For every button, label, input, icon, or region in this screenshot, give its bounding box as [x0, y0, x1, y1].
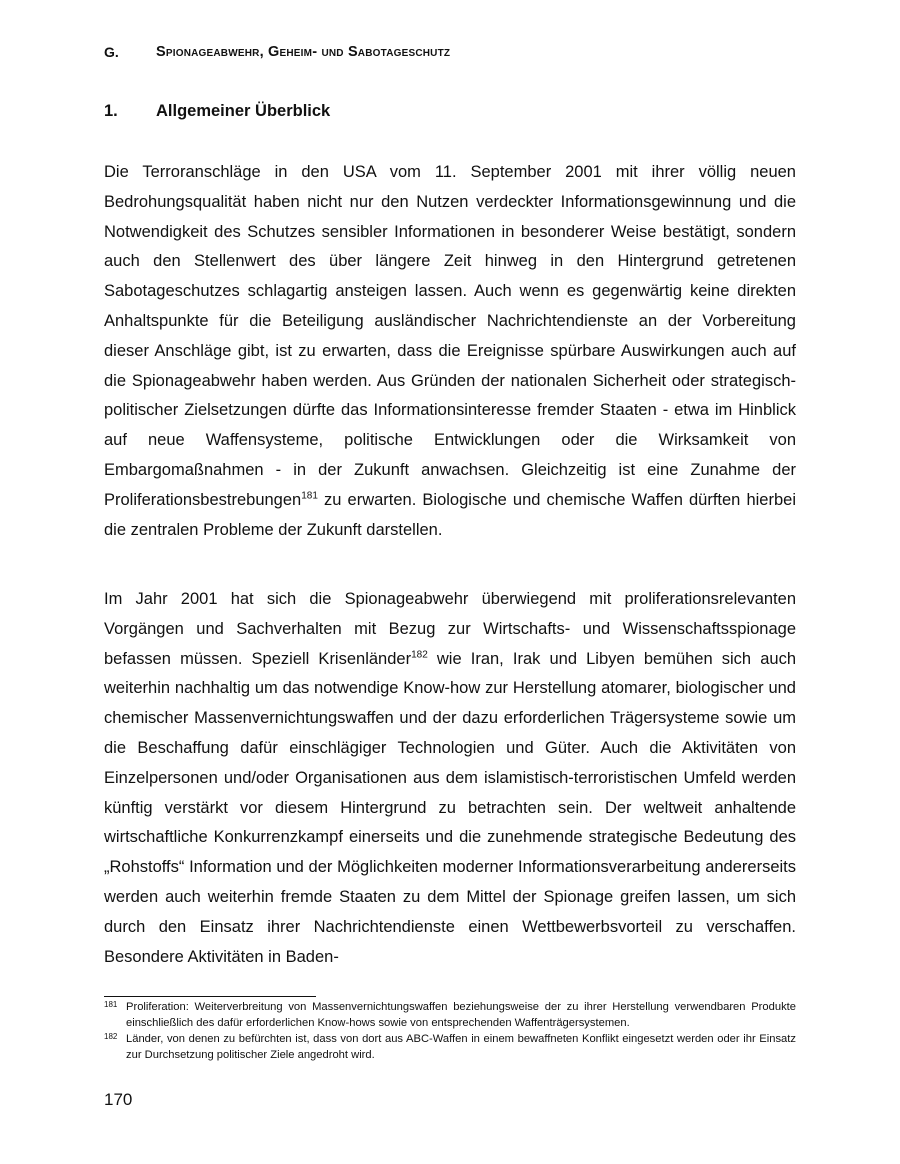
footnote: [104, 1032, 796, 1063]
footnote: [104, 1000, 796, 1031]
footnote-text: Proliferation: Weiterverbreitung von Massenvernichtungswaffen beziehungsweise der zu ihrer Herstellung verwendbaren Produkte einschließlich des dafür erforderlichen Know-hows sowie von entsprechenden Waffenträgersystemen.: [126, 1001, 796, 1029]
footnote-divider: [104, 996, 316, 997]
chapter-title: Spionageabwehr, Geheim- und Sabotageschutz: [156, 44, 451, 60]
section-title: Allgemeiner Überblick: [156, 102, 331, 120]
body-paragraph: [104, 585, 796, 972]
footnotes: [104, 1000, 796, 1064]
chapter-heading: [104, 44, 450, 60]
paragraph-text: zu erwarten. Biologische und chemische Waffen dürften hierbei die zentralen Probleme der Zukunft darstellen.: [104, 490, 796, 539]
chapter-number: G.: [104, 44, 119, 60]
footnote-number: 182: [104, 1032, 118, 1042]
paragraph-text: wie Iran, Irak und Libyen bemühen sich auch weiterhin nachhaltig um das notwendige Know-how zur Herstellung atomarer, biologischer und chemischer Massenvernichtungswaffen und der dazu erforderlichen Trägersysteme sowie um die Beschaffung dafür einschlägiger Technologien und Güter. Auch die Aktivitäten von Einzelpersonen und/oder Organisationen aus dem islamistisch-terroristischen Umfeld werden künftig verstärkt vor diesem Hintergrund zu betrachten sein. Der weltweit anhaltende wirtschaftliche Konkurrenzkampf einerseits und die zunehmende strategische Bedeutung des „Rohstoffs“ Information und der Möglichkeiten moderner Informationsverarbeitung andererseits werden auch weiterhin fremde Staaten zu dem Mittel der Spionage greifen lassen, um sich durch den Einsatz ihrer Nachrichtendienste einen Wettbewerbsvorteil zu verschaffen. Besondere Aktivitäten in Baden-: [104, 649, 797, 966]
paragraph-text: Im Jahr 2001 hat sich die Spionageabwehr überwiegend mit proliferationsrelevanten Vorgängen und Sachverhalten mit Bezug zur Wirtschafts- und Wissenschaftsspionage befassen müssen. Speziell Krisenländer: [104, 590, 796, 668]
body-paragraph: [104, 158, 796, 545]
paragraph-text: Die Terroranschläge in den USA vom 11. September 2001 mit ihrer völlig neuen Bedrohungsqualität haben nicht nur den Nutzen verdeckter Informationsgewinnung und die Notwendigkeit des Schutzes sensibler Informationen in besonderer Weise bestätigt, sondern auch den Stellenwert des über längere Zeit hinweg in den Hintergrund getretenen Sabotageschutzes schlagartig ansteigen lassen. Auch wenn es gegenwärtig keine direkten Anhaltspunkte für die Beteiligung ausländischer Nachrichtendienste an der Vorbereitung dieser Anschläge gibt, ist zu erwarten, dass die Ereignisse spürbare Auswirkungen auch auf die Spionageabwehr haben werden. Aus Gründen der nationalen Sicherheit oder strategisch-politischer Zielsetzungen dürfte das Informationsinteresse fremder Staaten - etwa im Hinblick auf neue Waffensysteme, politische Entwicklungen oder die Wirksamkeit von Embargomaßnahmen - in der Zukunft anwachsen. Gleichzeitig ist eine Zunahme der Proliferationsbestrebungen: [104, 163, 796, 509]
footnote-text: Länder, von denen zu befürchten ist, dass von dort aus ABC-Waffen in einem bewaffneten Konflikt eingesetzt werden oder ihr Einsatz zur Durchsetzung politischer Ziele angedroht wird.: [126, 1033, 796, 1061]
page-number: 170: [104, 1090, 133, 1109]
section-number: 1.: [104, 102, 118, 120]
footnote-number: 181: [104, 1000, 118, 1009]
section-heading: [104, 102, 330, 121]
footnote-reference: 181: [301, 490, 318, 502]
footnote-reference: 182: [411, 649, 428, 661]
